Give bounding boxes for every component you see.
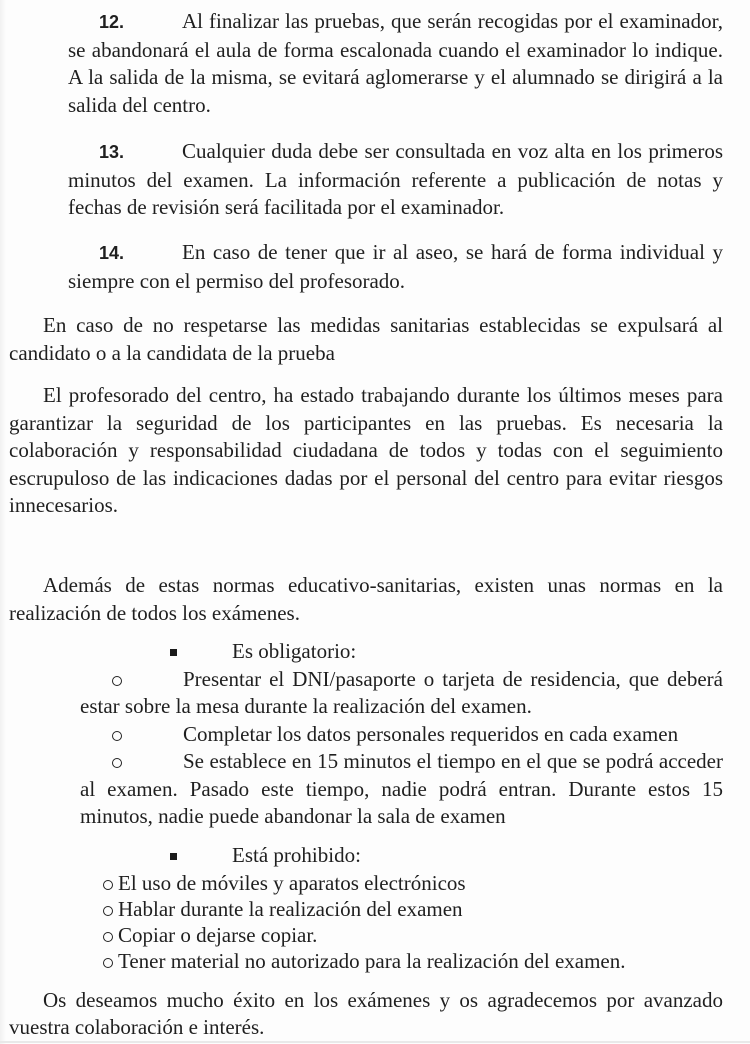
obligatorio-item-3-text: Se establece en 15 minutos el tiempo en el que se podrá acceder al examen. Pasado este tiempo, nadie podrá entran. Durante estos 15 minutos, nadie puede abandonar la sala de examen bbox=[80, 749, 723, 828]
numbered-item-14 bbox=[68, 239, 723, 295]
circle-bullet-icon bbox=[103, 906, 113, 916]
item-text-13: Cualquier duda debe ser consultada en voz alta en los primeros minutos del examen. La información referente a publicación de notas y fechas de revisión será facilitada por el examinador. bbox=[68, 139, 723, 219]
prohibido-item-4-text: Tener material no autorizado para la realización del examen. bbox=[118, 948, 626, 973]
square-bullet-icon bbox=[170, 649, 177, 656]
item-number-12: 12. bbox=[99, 12, 125, 32]
obligatorio-item-1-text: Presentar el DNI/pasaporte o tarjeta de residencia, que deberá estar sobre la mesa durante la realización del examen. bbox=[80, 666, 723, 718]
prohibido-item-3-text: Copiar o dejarse copiar. bbox=[118, 922, 318, 947]
obligatorio-item-3 bbox=[80, 748, 723, 831]
item-text-14: En caso de tener que ir al aseo, se hará de forma individual y siempre con el permiso del profesorado. bbox=[68, 240, 723, 293]
paragraph-norms-intro: Además de estas normas educativo-sanitarias, existen unas normas en la realización de todos los exámenes. bbox=[9, 573, 723, 625]
prohibido-item-2-text: Hablar durante la realización del examen bbox=[118, 896, 463, 921]
circle-bullet-icon bbox=[112, 758, 122, 768]
obligatorio-item-2 bbox=[80, 721, 723, 749]
obligatorio-item-2-text: Completar los datos personales requeridos en cada examen bbox=[183, 721, 679, 746]
circle-bullet-icon bbox=[103, 880, 113, 890]
prohibido-header-label: Está prohibido: bbox=[232, 843, 361, 867]
item-text-12: Al finalizar las pruebas, que serán recogidas por el examinador, se abandonará el aula de forma escalonada cuando el examinador lo indique. A la salida de la misma, se evitará aglomerarse y el alumnado se dirigirá a la salida del centro. bbox=[68, 9, 723, 117]
prohibido-item-3 bbox=[103, 922, 723, 948]
circle-bullet-icon bbox=[103, 958, 113, 968]
page-bottom-scan-edge bbox=[0, 1041, 750, 1043]
numbered-item-12 bbox=[68, 8, 723, 119]
prohibido-header bbox=[170, 842, 750, 870]
square-bullet-icon bbox=[170, 853, 177, 860]
paragraph-staff-work: El profesorado del centro, ha estado trabajando durante los últimos meses para garantizar la seguridad de los participantes en las pruebas. Es necesaria la colaboración y responsabilidad ciudadana de todos y todas con el seguimiento escrupuloso de las indicaciones dadas por el personal del centro para evitar riesgos innecesarios. bbox=[9, 383, 723, 517]
page-left-scan-edge bbox=[0, 0, 6, 1044]
circle-bullet-icon bbox=[112, 731, 122, 741]
numbered-item-13 bbox=[68, 138, 723, 222]
obligatorio-header-label: Es obligatorio: bbox=[232, 639, 357, 663]
item-number-13: 13. bbox=[99, 142, 125, 162]
prohibido-item-1-text: El uso de móviles y aparatos electrónicos bbox=[118, 870, 466, 895]
prohibido-item-4 bbox=[103, 948, 723, 974]
item-number-14: 14. bbox=[99, 243, 125, 263]
paragraph-sanctions: En caso de no respetarse las medidas sanitarias establecidas se expulsará al candidato o a la candidata de la prueba bbox=[9, 313, 723, 365]
prohibido-item-1 bbox=[103, 870, 723, 896]
prohibido-item-2 bbox=[103, 896, 723, 922]
circle-bullet-icon bbox=[112, 676, 122, 686]
obligatorio-header bbox=[170, 638, 750, 666]
closing-paragraph: Os deseamos mucho éxito en los exámenes y os agradecemos por avanzado vuestra colaboración e interés. bbox=[9, 987, 723, 1039]
circle-bullet-icon bbox=[103, 932, 113, 942]
obligatorio-item-1 bbox=[80, 666, 723, 721]
